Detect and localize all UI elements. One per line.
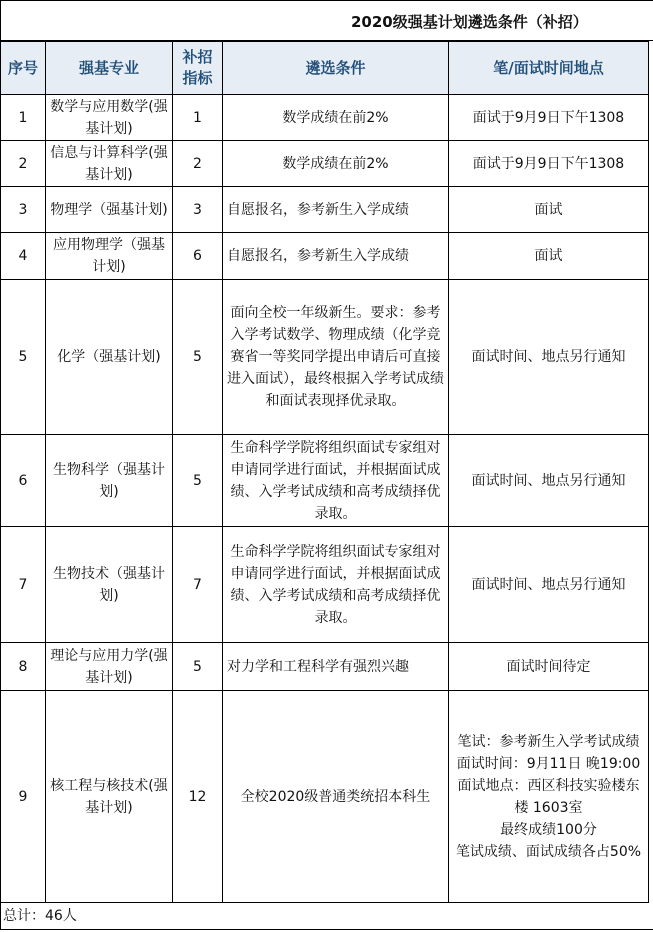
cell-quota: 1 [173,95,223,141]
cell-major: 应用物理学（强基计划) [46,233,173,280]
table-row [1,643,649,691]
cell-no: 5 [1,280,46,435]
table-row [1,141,649,187]
cell-exam: 面试 [449,233,649,280]
cell-major: 理论与应用力学(强基计划) [46,643,173,691]
cell-major: 信息与计算科学(强基计划) [46,141,173,187]
cell-major: 化学（强基计划) [46,280,173,435]
cell-quota: 5 [173,280,223,435]
header-row [1,42,649,95]
cell-exam: 面试时间待定 [449,643,649,691]
total-count: 总计：46人 [3,908,77,924]
cell-no: 2 [1,141,46,187]
cell-quota: 5 [173,435,223,527]
exam-line: 最终成绩100分 [500,821,597,838]
cell-exam: 面试于9月9日下午1308 [449,95,649,141]
cell-condition: 生命科学学院将组织面试专家组对申请同学进行面试，并根据面试成绩、入学考试成绩和高考成绩择优录取。 [223,435,449,527]
title-row [0,0,653,41]
cell-no: 4 [1,233,46,280]
cell-quota: 5 [173,643,223,691]
col-header-quota-line1: 补招 [182,48,213,66]
col-header-exam: 笔/面试时间地点 [449,42,649,95]
col-header-no: 序号 [1,42,46,95]
cell-condition: 自愿报名，参考新生入学成绩 [223,233,449,280]
footer-total-row [0,902,653,930]
cell-quota: 12 [173,691,223,903]
table-row [1,280,649,435]
cell-quota: 2 [173,141,223,187]
page-title: 2020级强基计划遴选条件（补招） [351,13,588,31]
cell-quota: 6 [173,233,223,280]
cell-no: 8 [1,643,46,691]
cell-quota: 7 [173,527,223,643]
cell-no: 3 [1,187,46,233]
table-row [1,435,649,527]
table-row [1,95,649,141]
exam-line: 笔试：参考新生入学考试成绩 [457,733,640,750]
cell-exam: 面试时间、地点另行通知 [449,435,649,527]
cell-exam: 面试时间、地点另行通知 [449,527,649,643]
col-header-major: 强基专业 [46,42,173,95]
cell-no: 1 [1,95,46,141]
cell-major: 核工程与核技术(强基计划) [46,691,173,903]
exam-line: 面试地点：西区科技实验楼东楼 1603室 [457,777,640,816]
cell-major: 物理学（强基计划) [46,187,173,233]
cell-major: 数学与应用数学(强基计划) [46,95,173,141]
cell-exam: 面试时间、地点另行通知 [449,280,649,435]
cell-major: 生物技术（强基计划) [46,527,173,643]
selection-table [0,41,649,903]
col-header-quota [173,42,223,95]
col-header-quota-line2: 指标 [182,69,213,87]
cell-condition: 对力学和工程科学有强烈兴趣 [223,643,449,691]
cell-quota: 3 [173,187,223,233]
cell-exam: 面试于9月9日下午1308 [449,141,649,187]
cell-condition: 面向全校一年级新生。要求：参考入学考试数学、物理成绩（化学竞赛省一等奖同学提出申请后可直接进入面试），最终根据入学考试成绩和面试表现择优录取。 [223,280,449,435]
cell-exam [449,691,649,903]
cell-no: 6 [1,435,46,527]
exam-line: 笔试成绩、面试成绩各占50% [455,843,642,860]
col-header-condition: 遴选条件 [223,42,449,95]
cell-major: 生物科学（强基计划) [46,435,173,527]
table-row [1,233,649,280]
cell-condition: 数学成绩在前2% [223,95,449,141]
cell-no: 9 [1,691,46,903]
cell-no: 7 [1,527,46,643]
table-row [1,187,649,233]
exam-line: 面试时间：9月11日 晚19:00 [456,755,641,772]
cell-condition: 数学成绩在前2% [223,141,449,187]
table-row [1,691,649,903]
cell-condition: 生命科学学院将组织面试专家组对申请同学进行面试，并根据面试成绩、入学考试成绩和高考成绩择优录取。 [223,527,449,643]
cell-condition: 全校2020级普通类统招本科生 [223,691,449,903]
cell-exam: 面试 [449,187,649,233]
table-row [1,527,649,643]
cell-condition: 自愿报名，参考新生入学成绩 [223,187,449,233]
